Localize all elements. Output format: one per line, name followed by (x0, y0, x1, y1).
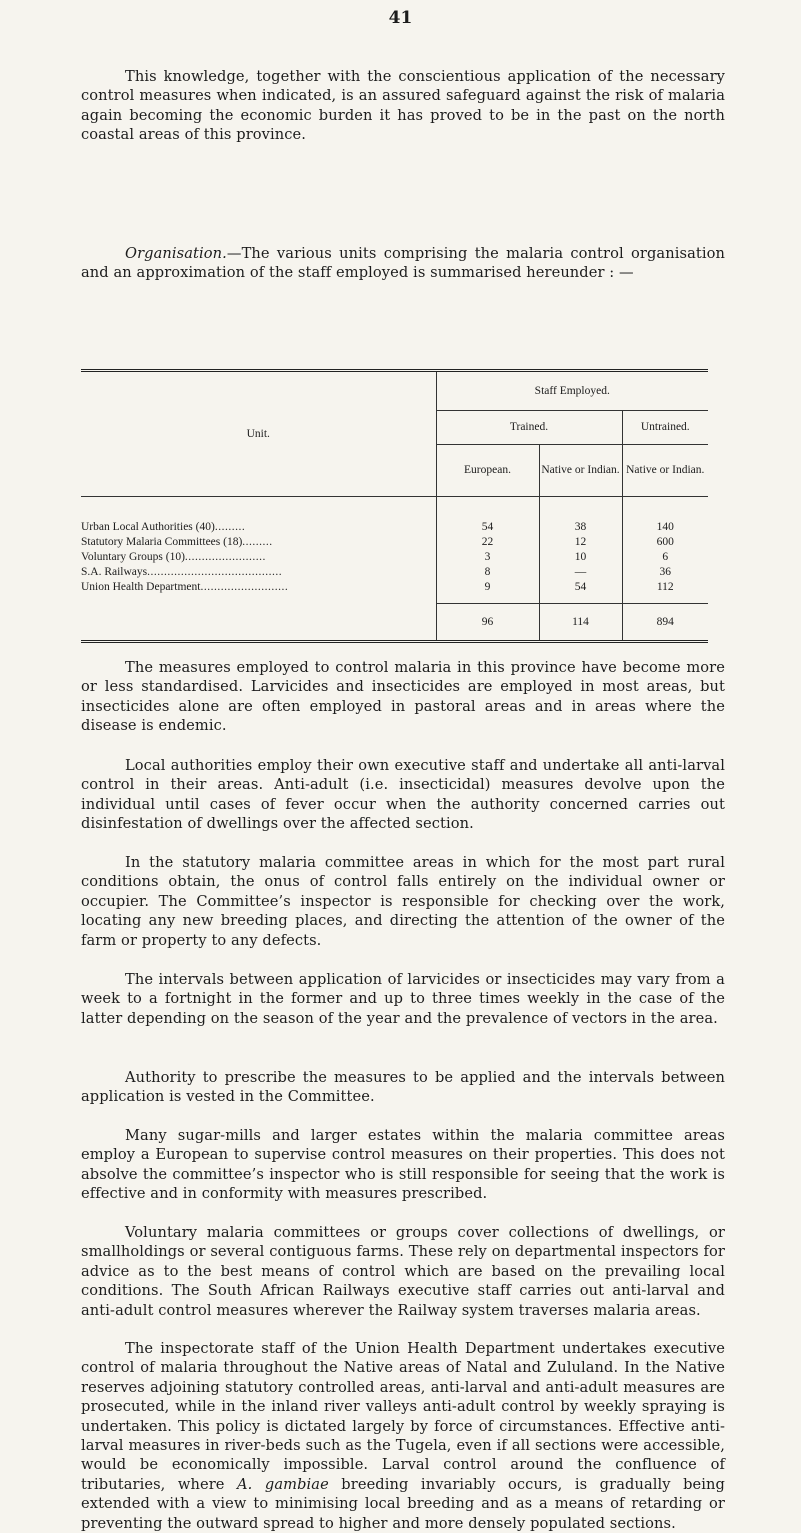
totals-row (81, 603, 708, 640)
staff-table (81, 369, 708, 643)
row-native-trained: 10 (539, 550, 622, 565)
paragraph-intervals: The intervals between application of larvicides or insecticides may vary from a week to a fortnight in the former and up to three times weekly in the case of the latter depending on the season of the year and the prevalence of vectors in the area. (81, 971, 725, 1027)
union-health-text-start: The inspectorate staff of the Union Health Department undertakes executive control of malaria throughout the Native areas of Natal and Zululand. In the Native reserves adjoining statutory controlled areas, anti-larval and anti-adult measures are prosecuted, while in the inland river valleys anti-adult control by weekly spraying is undertaken. This policy is dictated largely by force of circumstances. Effective anti-larval measures in river-beds such as the Tugela, even if all sections were accessible, would be economically impossible. Larval control around the confluence of tributaries, where (81, 1340, 725, 1493)
table-row: Statutory Malaria Committees (18)......... 22 12 600 (81, 535, 708, 550)
page-number: 41 (388, 8, 413, 28)
row-native-untrained: 600 (622, 535, 708, 550)
row-european: 9 (436, 580, 539, 595)
row-european: 8 (436, 565, 539, 580)
table-row: Union Health Department.......................... 9 54 112 (81, 580, 708, 595)
row-unit-label: Statutory Malaria Committees (18) (81, 536, 243, 548)
header-native-untrained: Native or Indian. (622, 444, 708, 496)
table-row: Voluntary Groups (10)........................ 3 10 6 (81, 550, 708, 565)
row-native-untrained: 140 (622, 520, 708, 535)
total-native-untrained: 894 (622, 603, 708, 640)
header-untrained: Untrained. (622, 410, 708, 444)
intro-paragraph: This knowledge, together with the conscientious application of the necessary control measures when indicated, is an assured safeguard against the risk of malaria again becoming the economic burden it has proved to be in the past on the north coastal areas of this province. (81, 68, 725, 144)
paragraph-voluntary-committees: Voluntary malaria committees or groups cover collections of dwellings, or smallholdings or several contiguous farms. These rely on departmental inspectors for advice as to the best means of control which are based on the prevailing local conditions. The South African Railways executive staff carries out anti-larval and anti-adult control measures wherever the Railway system traverses malaria areas. (81, 1224, 725, 1319)
row-unit-label: Urban Local Authorities (40) (81, 521, 215, 533)
table-row: S.A. Railways........................................ 8 — 36 (81, 565, 708, 580)
species-name: A. gambiae (237, 1475, 329, 1493)
header-native-trained: Native or Indian. (539, 444, 622, 496)
row-native-trained: 54 (539, 580, 622, 595)
row-european: 22 (436, 535, 539, 550)
organisation-text: —The various units comprising the malaria control organisation and an approximation of the staff employed is summarised hereunder : — (81, 245, 725, 282)
total-european: 96 (436, 603, 539, 640)
row-unit-label: Voluntary Groups (10) (81, 551, 185, 563)
row-native-untrained: 112 (622, 580, 708, 595)
header-trained: Trained. (436, 410, 622, 444)
row-native-trained: 38 (539, 520, 622, 535)
row-european: 3 (436, 550, 539, 565)
table-row: Urban Local Authorities (40)......... 54 38 140 (81, 520, 708, 535)
header-unit: Unit. (246, 427, 270, 440)
paragraph-measures: The measures employed to control malaria in this province have become more or less standardised. Larvicides and insecticides are employed in most areas, but insecticides alone are often employed in pastoral areas and in areas where the disease is endemic. (81, 659, 725, 735)
header-european: European. (436, 444, 539, 496)
organisation-paragraph (81, 244, 725, 283)
header-staff-employed: Staff Employed. (436, 372, 708, 410)
total-native-trained: 114 (539, 603, 622, 640)
row-unit-label: Union Health Department (81, 581, 201, 593)
paragraph-local-authorities: Local authorities employ their own executive staff and undertake all anti-larval control in their areas. Anti-adult (i.e. insecticidal) measures devolve upon the individual until cases of fever occur when the authority concerned carries out disinfestation of dwellings over the affected section. (81, 757, 725, 833)
paragraph-union-health (81, 1339, 725, 1533)
paragraph-authority: Authority to prescribe the measures to be applied and the intervals between application is vested in the Committee. (81, 1069, 725, 1106)
organisation-heading: Organisation. (125, 245, 227, 262)
paragraph-statutory-committees: In the statutory malaria committee areas in which for the most part rural conditions obtain, the onus of control falls entirely on the individual owner or occupier. The Committee’s inspector is responsible for checking over the work, locating any new breeding places, and directing the attention of the owner of the farm or property to any defects. (81, 854, 725, 949)
row-native-trained: 12 (539, 535, 622, 550)
row-native-untrained: 6 (622, 550, 708, 565)
row-european: 54 (436, 520, 539, 535)
row-native-untrained: 36 (622, 565, 708, 580)
union-health-text-end: breeding invariably occurs, is gradually being extended with a view to minimising local breeding and as a means of retarding or preventing the outward spread to higher and more densely populated sections. (81, 1475, 725, 1532)
paragraph-sugar-mills: Many sugar-mills and larger estates within the malaria committee areas employ a European to supervise control measures on their properties. This does not absolve the committee’s inspector who is still responsible for seeing that the work is effective and in conformity with measures prescribed. (81, 1127, 725, 1203)
row-native-trained: — (539, 565, 622, 580)
row-unit-label: S.A. Railways (81, 566, 148, 578)
